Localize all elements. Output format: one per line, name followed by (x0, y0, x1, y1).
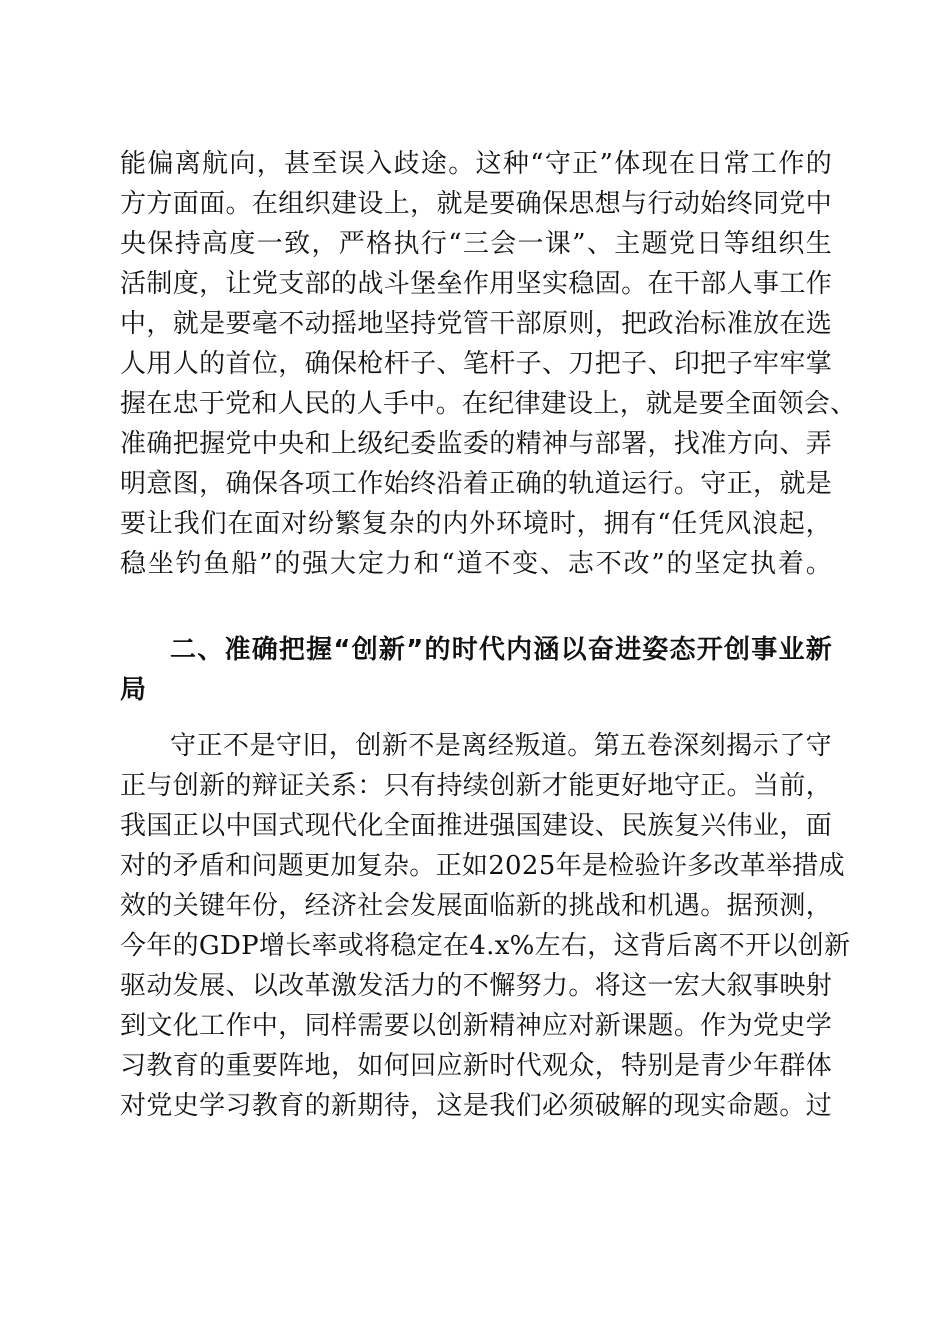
paragraph-line: 守正不是守旧，创新不是离经叛道。第五卷深刻揭示了守 (170, 731, 832, 761)
paragraph-line: 能偏离航向，甚至误入歧途。这种“守正”体现在日常工作的 (120, 149, 832, 179)
paragraph-line: 方方面面。在组织建设上，就是要确保思想与行动始终同党中 (120, 189, 832, 219)
paragraph-line: 准确把握党中央和上级纪委监委的精神与部署，找准方向、弄 (120, 429, 832, 459)
paragraph-line: 到文化工作中，同样需要以创新精神应对新课题。作为党史学 (120, 1011, 832, 1041)
paragraph-line: 驱动发展、以改革激发活力的不懈努力。将这一宏大叙事映射 (120, 971, 832, 1001)
paragraph-line: 对党史学习教育的新期待，这是我们必须破解的现实命题。过 (120, 1091, 832, 1121)
section-heading: 二、准确把握“创新”的时代内涵以奋进姿态开创事业新 (170, 635, 832, 665)
paragraph-line: 今年的GDP增长率或将稳定在4.x%左右，这背后离不开以创新 (120, 931, 851, 961)
paragraph-line: 央保持高度一致，严格执行“三会一课”、主题党日等组织生 (120, 229, 832, 259)
paragraph-line: 人用人的首位，确保枪杆子、笔杆子、刀把子、印把子牢牢掌 (120, 349, 832, 379)
paragraph-line: 对的矛盾和问题更加复杂。正如2025年是检验许多改革举措成 (120, 851, 845, 881)
paragraph-line: 活制度，让党支部的战斗堡垒作用坚实稳固。在干部人事工作 (120, 269, 832, 299)
paragraph-line: 稳坐钓鱼船”的强大定力和“道不变、志不改”的坚定执着。 (120, 549, 832, 579)
paragraph-line: 要让我们在面对纷繁复杂的内外环境时，拥有“任凭风浪起， (120, 509, 832, 539)
paragraph-line: 效的关键年份，经济社会发展面临新的挑战和机遇。据预测， (120, 891, 832, 921)
paragraph-line: 握在忠于党和人民的人手中。在纪律建设上，就是要全面领会、 (120, 389, 857, 419)
paragraph-line: 我国正以中国式现代化全面推进强国建设、民族复兴伟业，面 (120, 811, 832, 841)
paragraph-line: 中，就是要毫不动摇地坚持党管干部原则，把政治标准放在选 (120, 309, 832, 339)
paragraph-line: 习教育的重要阵地，如何回应新时代观众，特别是青少年群体 (120, 1051, 832, 1081)
section-heading: 局 (120, 675, 147, 705)
paragraph-line: 明意图，确保各项工作始终沿着正确的轨道运行。守正，就是 (120, 469, 832, 499)
paragraph-line: 正与创新的辩证关系：只有持续创新才能更好地守正。当前， (120, 771, 832, 801)
